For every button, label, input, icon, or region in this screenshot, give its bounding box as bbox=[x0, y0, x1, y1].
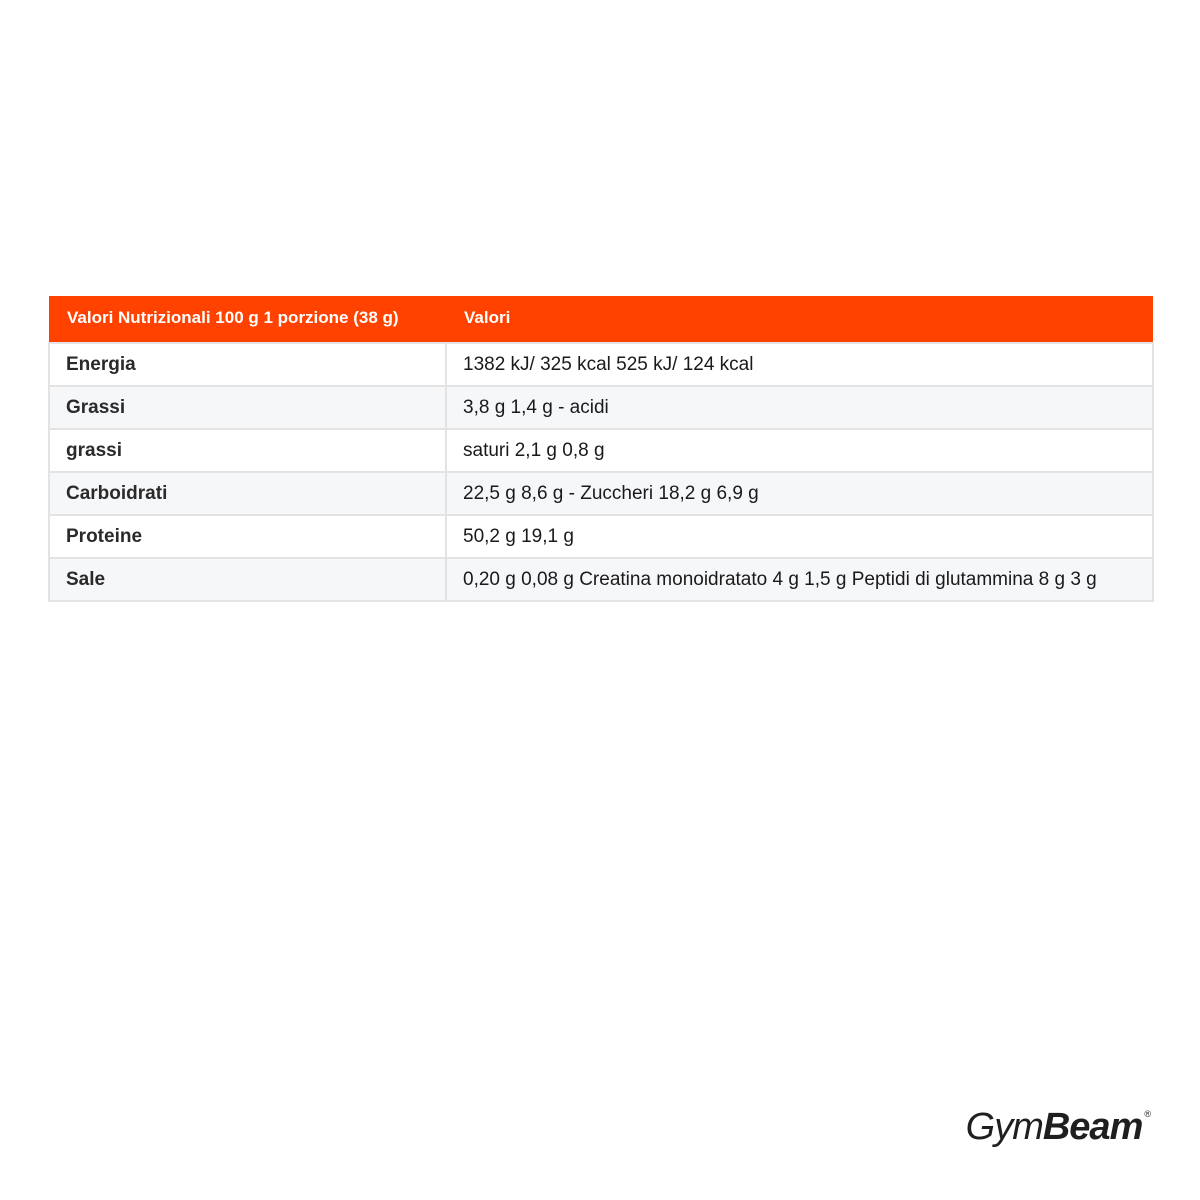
logo-text-gym: Gym bbox=[965, 1106, 1043, 1148]
row-label: Sale bbox=[49, 558, 446, 601]
table-row bbox=[49, 343, 1153, 386]
table-row bbox=[49, 386, 1153, 429]
row-label: Proteine bbox=[49, 515, 446, 558]
table-row bbox=[49, 472, 1153, 515]
logo-text-beam: Beam bbox=[1042, 1106, 1143, 1148]
header-row bbox=[49, 296, 1153, 343]
registered-mark: ® bbox=[1144, 1109, 1151, 1119]
row-value: 22,5 g 8,6 g - Zuccheri 18,2 g 6,9 g bbox=[446, 472, 1153, 515]
row-label: Grassi bbox=[49, 386, 446, 429]
row-value: 3,8 g 1,4 g - acidi bbox=[446, 386, 1153, 429]
row-value: 50,2 g 19,1 g bbox=[446, 515, 1153, 558]
table-body bbox=[49, 343, 1153, 601]
row-label: grassi bbox=[49, 429, 446, 472]
table-row bbox=[49, 429, 1153, 472]
row-label: Carboidrati bbox=[49, 472, 446, 515]
gymbeam-logo bbox=[966, 1108, 1151, 1146]
row-value: 1382 kJ/ 325 kcal 525 kJ/ 124 kcal bbox=[446, 343, 1153, 386]
header-label-column: Valori Nutrizionali 100 g 1 porzione (38 g) bbox=[49, 296, 446, 343]
table-row bbox=[49, 515, 1153, 558]
header-value-column: Valori bbox=[446, 296, 1153, 343]
row-value: 0,20 g 0,08 g Creatina monoidratato 4 g 1,5 g Peptidi di glutammina 8 g 3 g bbox=[446, 558, 1153, 601]
row-value: saturi 2,1 g 0,8 g bbox=[446, 429, 1153, 472]
table-header bbox=[49, 296, 1153, 343]
table-row bbox=[49, 558, 1153, 601]
nutrition-table bbox=[48, 296, 1154, 602]
row-label: Energia bbox=[49, 343, 446, 386]
